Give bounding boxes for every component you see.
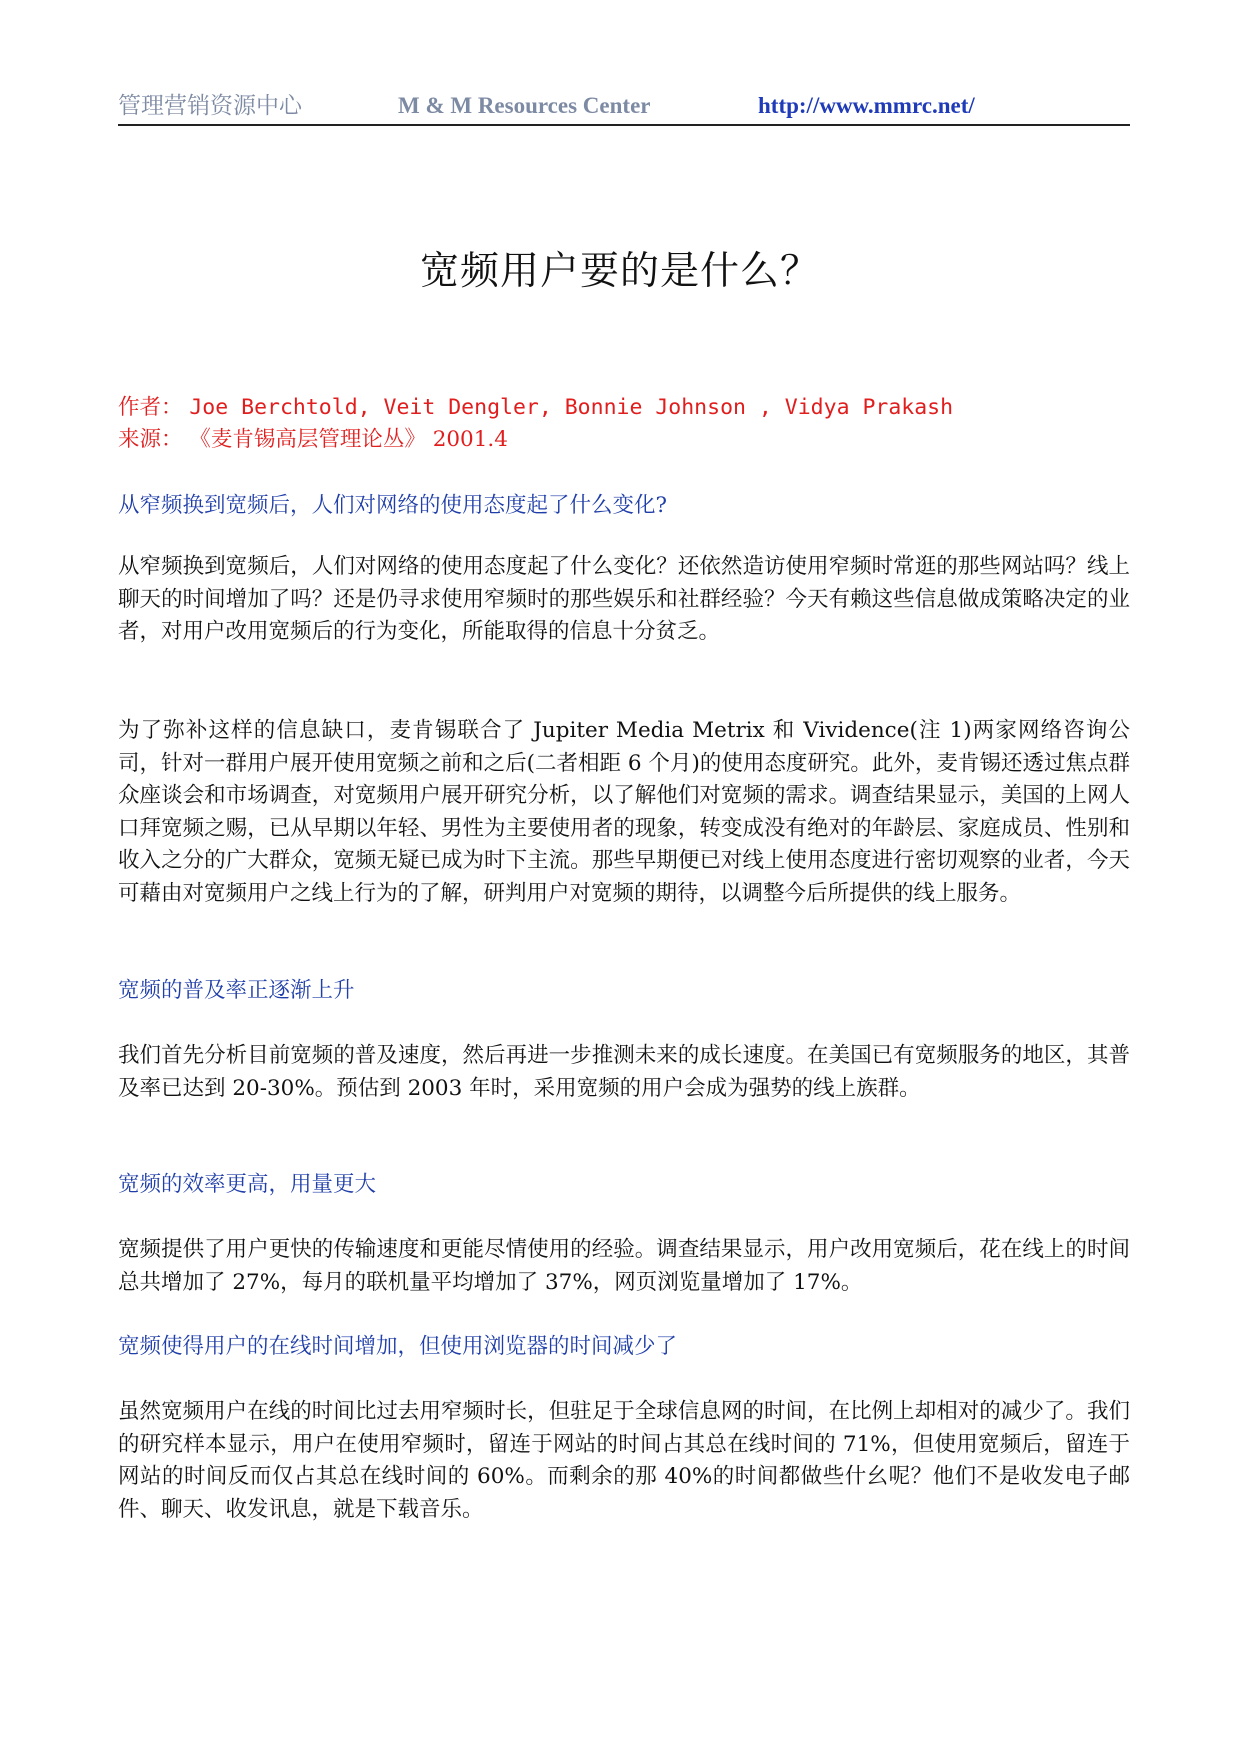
paragraph: 我们首先分析目前宽频的普及速度，然后再进一步推测未来的成长速度。在美国已有宽频服务的地区，其普及率已达到 20-30%。预估到 2003 年时，采用宽频的用户会成为强势的线上族群。 bbox=[118, 1043, 1130, 1101]
section-heading: 宽频使得用户的在线时间增加，但使用浏览器的时间减少了 bbox=[118, 1334, 678, 1359]
paragraph: 虽然宽频用户在线的时间比过去用窄频时长，但驻足于全球信息网的时间，在比例上却相对的减少了。我们的研究样本显示，用户在使用窄频时，留连于网站的时间占其总在线时间的 71%，但使用宽频后，留连于网站的时间反而仅占其总在线时间的 60%。而剩余的那 40%的时间都做些什幺呢？他们不是收发电子邮件、聊天、收发讯息，就是下载音乐。 bbox=[118, 1399, 1130, 1522]
source-line bbox=[118, 424, 1128, 456]
source-label: 来源： bbox=[118, 427, 183, 452]
author-label: 作者： bbox=[118, 395, 183, 420]
paragraph: 从窄频换到宽频后，人们对网络的使用态度起了什么变化？还依然造访使用窄频时常逛的那些网站吗？线上聊天的时间增加了吗？还是仍寻求使用窄频时的那些娱乐和社群经验？今天有赖这些信息做成策略决定的业者，对用户改用宽频后的行为变化，所能取得的信息十分贫乏。 bbox=[118, 554, 1130, 644]
page-header bbox=[118, 88, 1130, 126]
header-site-chinese: 管理营销资源中心 bbox=[118, 93, 302, 119]
author-value: Joe Berchtold, Veit Dengler, Bonnie Johnson , Vidya Prakash bbox=[189, 395, 954, 420]
paragraph: 为了弥补这样的信息缺口，麦肯锡联合了 Jupiter Media Metrix 和 Vividence(注 1)两家网络咨询公司，针对一群用户展开使用宽频之前和之后(二者相距 6 个月)的使用态度研究。此外，麦肯锡还透过焦点群众座谈会和市场调查，对宽频用户展开研究分析，以了解他们对宽频的需求。调查结果显示，美国的上网人口拜宽频之赐，已从早期以年轻、男性为主要使用者的现象，转变成没有绝对的年龄层、家庭成员、性别和收入之分的广大群众，宽频无疑已成为时下主流。那些早期便已对线上使用态度进行密切观察的业者，今天可藉由对宽频用户之线上行为的了解，研判用户对宽频的期待，以调整今后所提供的线上服务。 bbox=[118, 718, 1130, 906]
section-heading: 宽频的效率更高，用量更大 bbox=[118, 1172, 377, 1197]
header-site-english: M & M Resources Center bbox=[398, 93, 651, 118]
section-heading: 宽频的普及率正逐渐上升 bbox=[118, 978, 355, 1003]
article-title: 宽频用户要的是什么？ bbox=[419, 249, 820, 294]
author-line bbox=[118, 392, 1128, 424]
source-value: 《麦肯锡高层管理论丛》 2001.4 bbox=[189, 427, 508, 452]
header-url-link[interactable]: http://www.mmrc.net/ bbox=[758, 93, 975, 118]
paragraph: 宽频提供了用户更快的传输速度和更能尽情使用的经验。调查结果显示，用户改用宽频后，花在线上的时间总共增加了 27%，每月的联机量平均增加了 37%，网页浏览量增加了 17%。 bbox=[118, 1237, 1130, 1295]
section-heading: 从窄频换到宽频后，人们对网络的使用态度起了什么变化? bbox=[118, 493, 668, 518]
